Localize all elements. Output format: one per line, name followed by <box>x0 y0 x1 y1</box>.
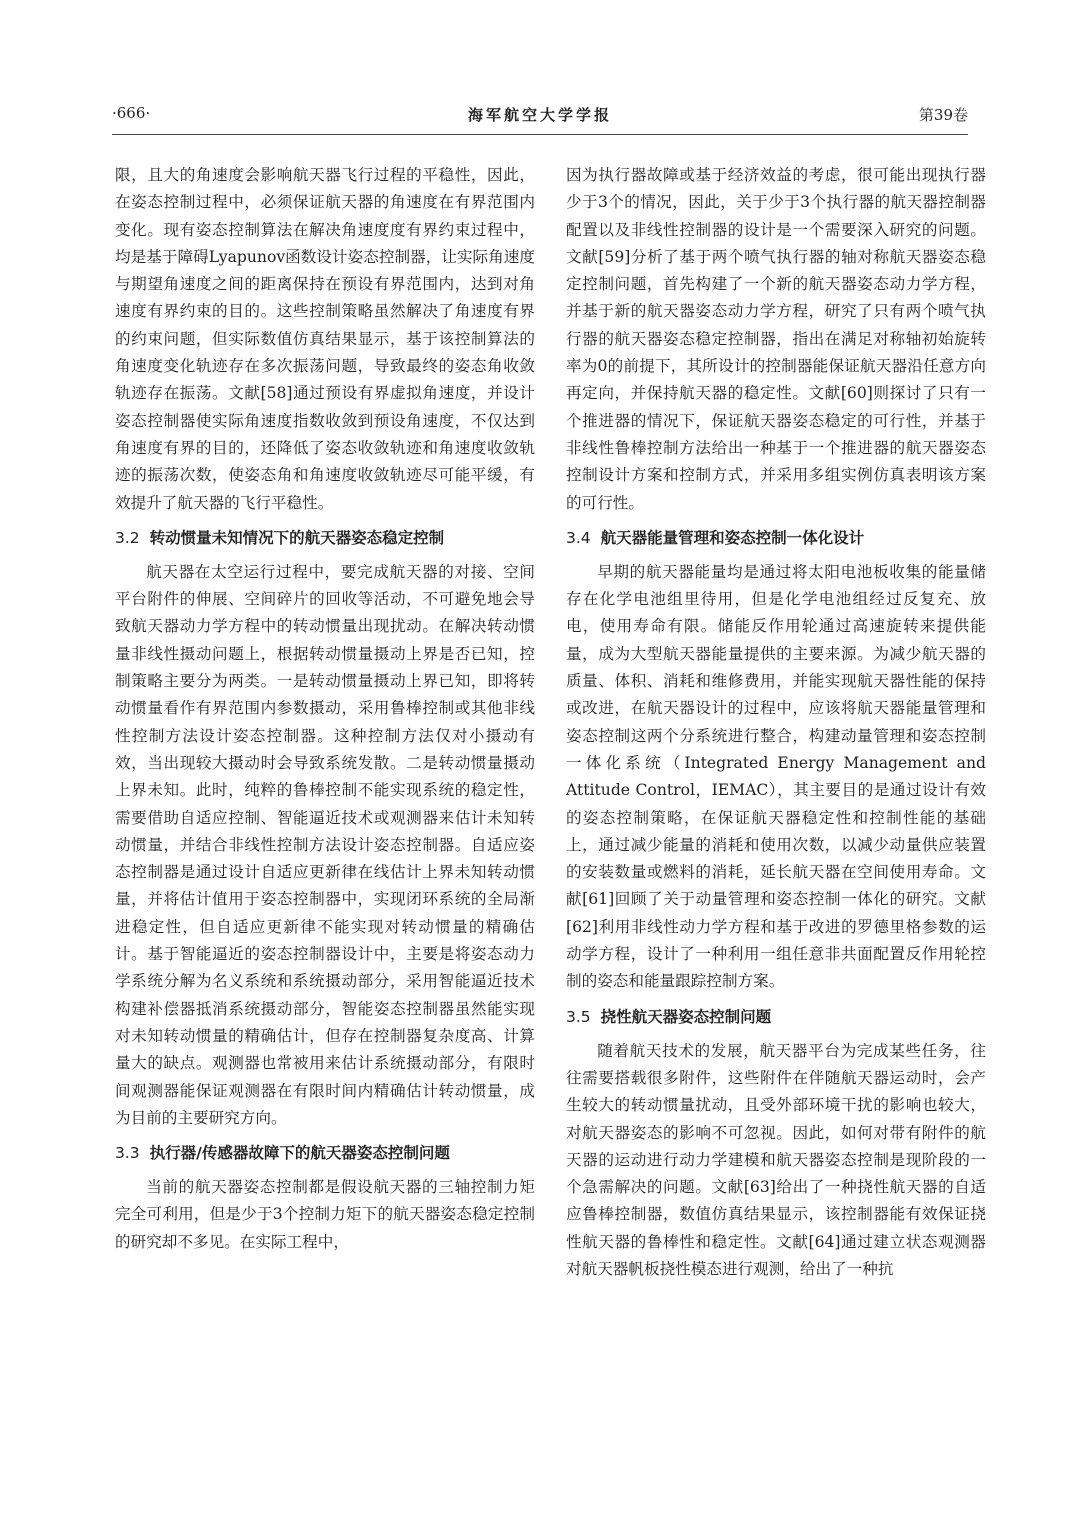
section-heading-3-3 <box>115 1140 535 1166</box>
page-header <box>112 100 968 135</box>
paragraph: 航天器在太空运行过程中，要完成航天器的对接、空间平台附件的伸展、空间碎片的回收等活动，不可避免地会导致航天器动力学方程中的转动惯量出现扰动。在解决转动惯量非线性摄动问题上，根据转动惯量摄动上界是否已知，控制策略主要分为两类。一是转动惯量摄动上界已知，即将转动惯量看作有界范围内参数摄动，采用鲁棒控制或其他非线性控制方法设计姿态控制器。这种控制方法仅对小摄动有效，当出现较大摄动时会导致系统发散。二是转动惯量摄动上界未知。此时，纯粹的鲁棒控制不能实现系统的稳定性，需要借助自适应控制、智能逼近技术或观测器来估计未知转动惯量，并结合非线性控制方法设计姿态控制器。自适应姿态控制器是通过设计自适应更新律在线估计上界未知转动惯量，并将估计值用于姿态控制器中，实现闭环系统的全局渐进稳定性，但自适应更新律不能实现对转动惯量的精确估计。基于智能逼近的姿态控制器设计中，主要是将姿态动力学系统分解为名义系统和系统摄动部分，采用智能逼近技术构建补偿器抵消系统摄动部分，智能姿态控制器虽然能实现对未知转动惯量的精确估计，但存在控制器复杂度高、计算量大的缺点。观测器也常被用来估计系统摄动部分，有限时间观测器能保证观测器在有限时间内精确估计转动惯量，成为目前的主要研究方向。 <box>115 562 535 1127</box>
page-number: ·666· <box>112 104 151 122</box>
paragraph-continued: 限，且大的角速度会影响航天器飞行过程的平稳性，因此，在姿态控制过程中，必须保证航天器的角速度在有界范围内变化。现有姿态控制算法在解决角速度度有界约束过程中，均是基于障碍Lyapunov函数设计姿态控制器，让实际角速度与期望角速度之间的距离保持在预设有界范围内，达到对角速度有界约束的目的。这些控制策略虽然解决了角速度有界的约束问题，但实际数值仿真结果显示，基于该控制算法的角速度变化轨迹存在多次振荡问题，导致最终的姿态角收敛轨迹存在振荡。文献[58]通过预设有界虚拟角速度，并设计姿态控制器使实际角速度指数收敛到预设角速度，不仅达到角速度有界的目的，还降低了姿态收敛轨迹和角速度收敛轨迹的振荡次数，使姿态角和角速度收敛轨迹尽可能平缓，有效提升了航天器的飞行平稳性。 <box>115 166 535 512</box>
right-column <box>566 162 986 1283</box>
journal-title: 海军航空大学学报 <box>467 106 612 124</box>
section-heading-3-2 <box>115 525 535 551</box>
section-title: 航天器能量管理和姿态控制一体化设计 <box>600 528 865 547</box>
section-title: 挠性航天器姿态控制问题 <box>600 1007 772 1026</box>
section-title: 转动惯量未知情况下的航天器姿态稳定控制 <box>149 528 445 547</box>
section-title: 执行器/传感器故障下的航天器姿态控制问题 <box>149 1144 450 1163</box>
section-number: 3.2 <box>115 528 140 547</box>
paragraph: 随着航天技术的发展，航天器平台为完成某些任务，往往需要搭载很多附件，这些附件在伴随航天器运动时，会产生较大的转动惯量扰动，且受外部环境干扰的影响也较大，对航天器姿态的影响不可忽视。因此，如何对带有附件的航天器的运动进行动力学建模和航天器姿态控制是现阶段的一个急需解决的问题。文献[63]给出了一种挠性航天器的自适应鲁棒控制器，数值仿真结果显示，该控制器能有效保证挠性航天器的鲁棒性和稳定性。文献[64]通过建立状态观测器对航天器帆板挠性模态进行观测，给出了一种抗 <box>566 1041 986 1278</box>
left-column <box>115 162 535 1256</box>
section-heading-3-4 <box>566 525 986 551</box>
section-heading-3-5 <box>566 1004 986 1030</box>
paragraph-continued: 因为执行器故障或基于经济效益的考虑，很可能出现执行器少于3个的情况，因此，关于少于3个执行器的航天器控制器配置以及非线性控制器的设计是一个需要深入研究的问题。文献[59]分析了基于两个喷气执行器的轴对称航天器姿态稳定控制问题，首先构建了一个新的航天器姿态动力学方程，并基于新的航天器姿态动力学方程，研究了只有两个喷气执行器的航天器姿态稳定控制器，指出在满足对称轴初始旋转率为0的前提下，其所设计的控制器能保证航天器沿任意方向再定向，并保持航天器的稳定性。文献[60]则探讨了只有一个推进器的情况下，保证航天器姿态稳定的可行性，并基于非线性鲁棒控制方法给出一种基于一个推进器的航天器姿态控制设计方案和控制方式，并采用多组实例仿真表明该方案的可行性。 <box>566 166 986 512</box>
volume-label: 第39卷 <box>918 106 968 124</box>
section-number: 3.5 <box>566 1007 591 1026</box>
paragraph: 早期的航天器能量均是通过将太阳电池板收集的能量储存在化学电池组里待用，但是化学电池组经过反复充、放电，使用寿命有限。储能反作用轮通过高速旋转来提供能量，成为大型航天器能量提供的主要来源。为减少航天器的质量、体积、消耗和维修费用，并能实现航天器性能的保持或改进，在航天器设计的过程中，应该将航天器能量管理和姿态控制这两个分系统进行整合，构建动量管理和姿态控制一体化系统（Integrated Energy Management and Attitude Control，IEMAC），其主要目的是通过设计有效的姿态控制策略，在保证航天器稳定性和控制性能的基础上，通过减少能量的消耗和使用次数，以减少动量供应装置的安装数量或燃料的消耗，延长航天器在空间使用寿命。文献[61]回顾了关于动量管理和姿态控制一体化的研究。文献[62]利用非线性动力学方程和基于改进的罗德里格参数的运动学方程，设计了一种利用一组任意非共面配置反作用轮控制的姿态和能量跟踪控制方案。 <box>566 562 986 991</box>
paragraph: 当前的航天器姿态控制都是假设航天器的三轴控制力矩完全可利用，但是少于3个控制力矩下的航天器姿态稳定控制的研究却不多见。在实际工程中， <box>115 1178 535 1251</box>
section-number: 3.4 <box>566 528 591 547</box>
section-number: 3.3 <box>115 1144 140 1163</box>
